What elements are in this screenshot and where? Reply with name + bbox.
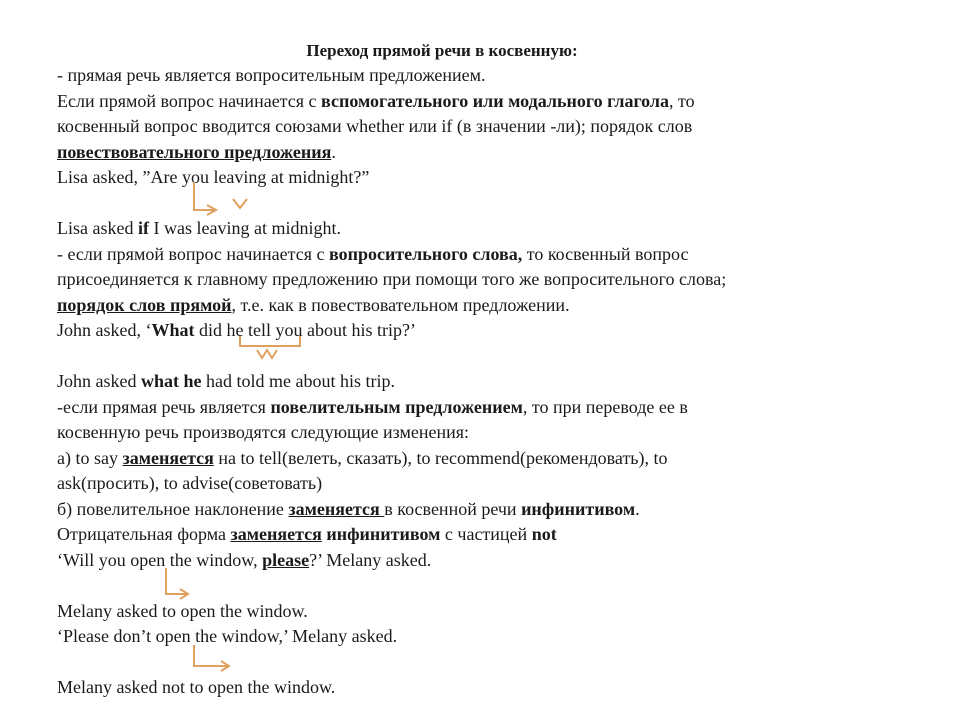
example-direct: ‘Please don’t open the window,’ Melany asked. — [57, 626, 398, 646]
spacer — [57, 344, 857, 370]
text-line: -если прямая речь является повелительным предложением, то при переводе ее в — [57, 396, 688, 417]
example-direct: ‘Will you open the window, please?’ Melany asked. — [57, 549, 432, 570]
document — [57, 38, 857, 701]
text-line: ask(просить), to advise(советовать) — [57, 473, 323, 493]
text-line: повествовательного предложения. — [57, 141, 336, 162]
text-line: присоединяется к главному предложению при помощи того же вопросительного слова; — [57, 269, 727, 289]
spacer — [57, 573, 857, 599]
text-line: порядок слов прямой, т.е. как в повествовательном предложении. — [57, 294, 570, 315]
example-indirect: Lisa asked if I was leaving at midnight. — [57, 218, 341, 238]
example-indirect: John asked what he had told me about his trip. — [57, 371, 395, 391]
example-direct: Lisa asked, ”Are you leaving at midnight?” — [57, 167, 370, 187]
text-line: Если прямой вопрос начинается с вспомогательного или модального глагола, то — [57, 90, 695, 111]
page-title: Переход прямой речи в косвенную: — [306, 41, 578, 60]
text-line: б) повелительное наклонение заменяется в косвенной речи инфинитивом. — [57, 498, 640, 519]
spacer — [57, 650, 857, 676]
text-line: - если прямой вопрос начинается с вопросительного слова, то косвенный вопрос — [57, 243, 689, 264]
text-line: косвенный вопрос вводится союзами whether или if (в значении -ли); порядок слов — [57, 116, 693, 136]
text-line: а) to say заменяется на to tell(велеть, сказать), to recommend(рекомендовать), to — [57, 447, 668, 468]
example-direct: John asked, ‘What did he tell you about his trip?’ — [57, 320, 416, 340]
text-line: - прямая речь является вопросительным предложением. — [57, 65, 486, 85]
spacer — [57, 191, 857, 217]
text-line: Отрицательная форма заменяется инфинитивом с частицей not — [57, 524, 557, 544]
example-indirect: Melany asked not to open the window. — [57, 677, 336, 697]
text-line: косвенную речь производятся следующие изменения: — [57, 422, 470, 442]
example-indirect: Melany asked to open the window. — [57, 600, 308, 621]
